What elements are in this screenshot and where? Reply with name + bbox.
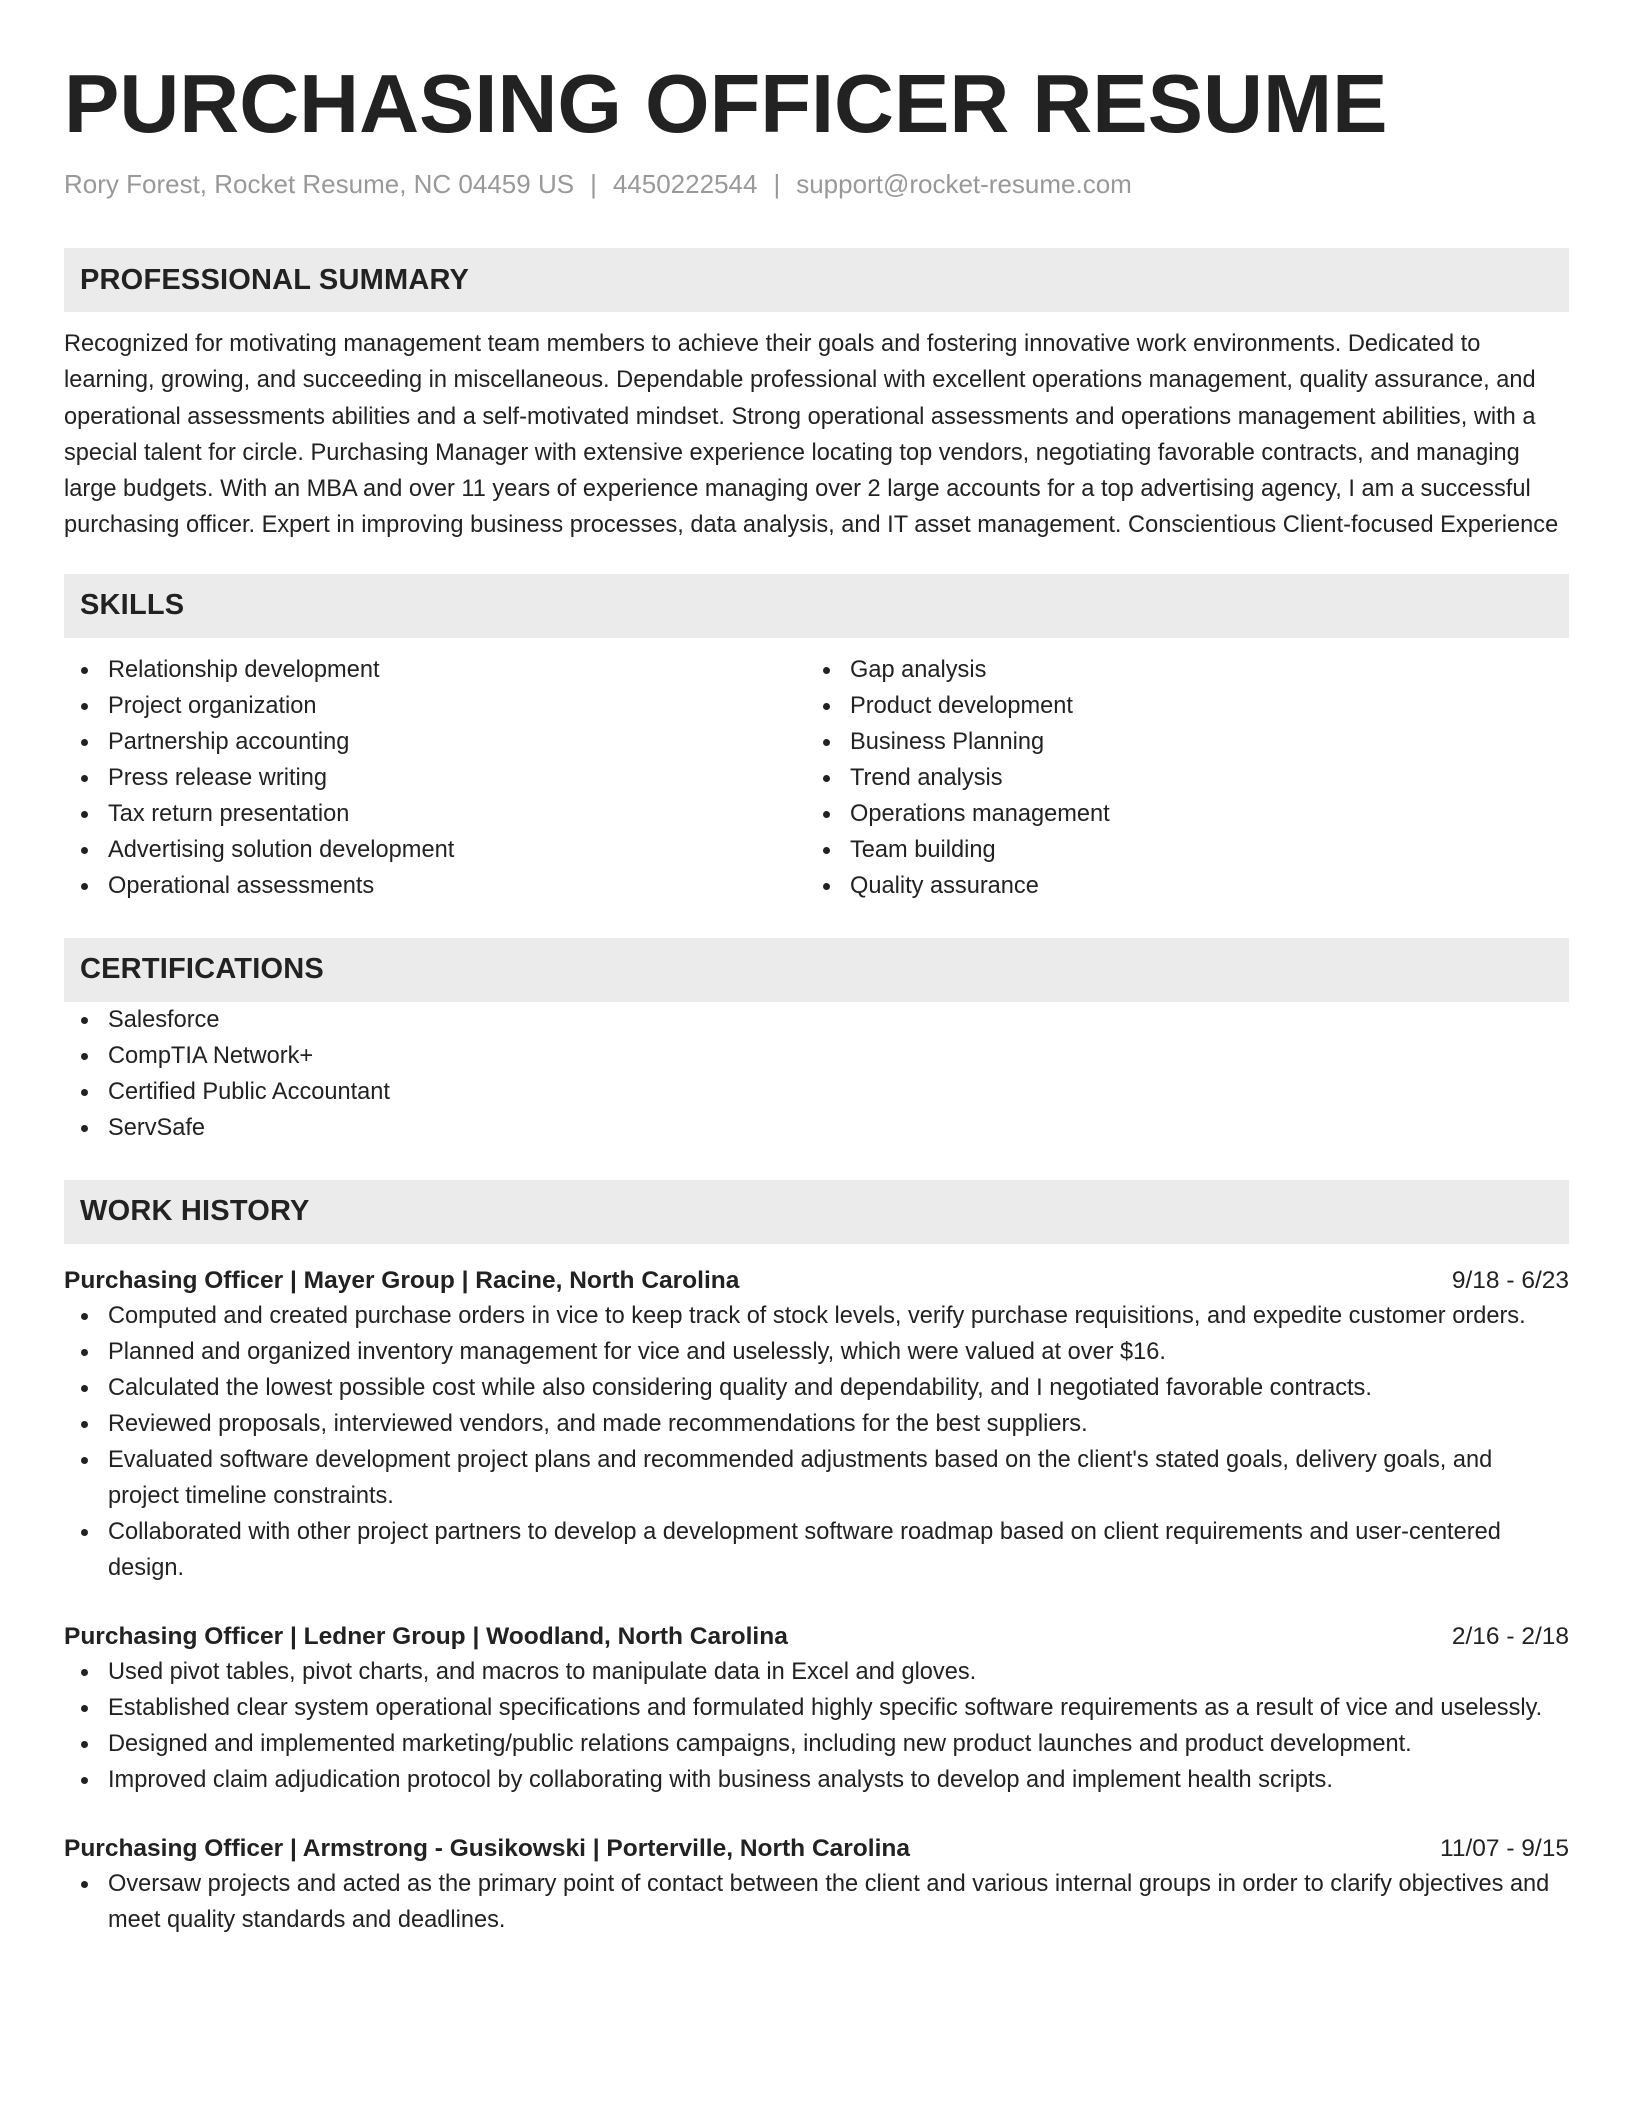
job-header — [64, 1264, 1569, 1298]
job-bullet-list — [64, 1654, 1569, 1798]
contact-line — [64, 169, 1569, 200]
job-header — [64, 1620, 1569, 1654]
skills-list-left — [64, 652, 806, 904]
page-title: PURCHASING OFFICER RESUME — [64, 57, 1388, 150]
contact-phone: 4450222544 — [612, 169, 758, 199]
skills-list-right — [806, 652, 1548, 904]
certification-item: Salesforce — [64, 1002, 1569, 1038]
job-entry — [64, 1620, 1569, 1798]
section-heading-certifications: CERTIFICATIONS — [64, 938, 1569, 1002]
skill-item: Trend analysis — [806, 760, 1548, 796]
skill-item: Product development — [806, 688, 1548, 724]
job-bullet: Designed and implemented marketing/public relations campaigns, including new product launches and product development. — [64, 1726, 1569, 1762]
job-dates: 9/18 - 6/23 — [1451, 1266, 1569, 1294]
job-bullet: Evaluated software development project plans and recommended adjustments based on the client's stated goals, delivery goals, and project timeline constraints. — [64, 1442, 1569, 1514]
certifications-list — [64, 1002, 1569, 1146]
skill-item: Operational assessments — [64, 868, 806, 904]
job-bullet-list — [64, 1866, 1569, 1938]
job-bullet: Established clear system operational specifications and formulated highly specific software requirements as a result of vice and uselessly. — [64, 1690, 1569, 1726]
skill-item: Business Planning — [806, 724, 1548, 760]
skill-item: Gap analysis — [806, 652, 1548, 688]
job-title: Purchasing Officer | Armstrong - Gusikowski | Porterville, North Carolina — [64, 1834, 910, 1862]
job-bullet: Oversaw projects and acted as the primary point of contact between the client and various internal groups in order to clarify objectives and meet quality standards and deadlines. — [64, 1866, 1569, 1938]
job-title: Purchasing Officer | Ledner Group | Woodland, North Carolina — [64, 1622, 788, 1650]
contact-separator: | — [773, 169, 781, 199]
skill-item: Team building — [806, 832, 1548, 868]
job-bullet-list — [64, 1298, 1569, 1586]
skill-item: Partnership accounting — [64, 724, 806, 760]
job-entry — [64, 1832, 1569, 1938]
certification-item: ServSafe — [64, 1110, 1569, 1146]
skill-item: Advertising solution development — [64, 832, 806, 868]
job-bullet: Reviewed proposals, interviewed vendors, and made recommendations for the best suppliers. — [64, 1406, 1569, 1442]
section-heading-work-history: WORK HISTORY — [64, 1180, 1569, 1244]
certification-item: Certified Public Accountant — [64, 1074, 1569, 1110]
contact-address: Rory Forest, Rocket Resume, NC 04459 US — [64, 169, 575, 199]
skill-item: Tax return presentation — [64, 796, 806, 832]
section-heading-summary: PROFESSIONAL SUMMARY — [64, 248, 1569, 312]
section-heading-skills: SKILLS — [64, 574, 1569, 638]
job-header — [64, 1832, 1569, 1866]
job-bullet: Computed and created purchase orders in vice to keep track of stock levels, verify purchase requisitions, and expedite customer orders. — [64, 1298, 1569, 1334]
job-entry — [64, 1264, 1569, 1586]
job-bullet: Used pivot tables, pivot charts, and macros to manipulate data in Excel and gloves. — [64, 1654, 1569, 1690]
job-bullet: Improved claim adjudication protocol by collaborating with business analysts to develop and implement health scripts. — [64, 1762, 1569, 1798]
skill-item: Relationship development — [64, 652, 806, 688]
skill-item: Operations management — [806, 796, 1548, 832]
job-dates: 11/07 - 9/15 — [1440, 1834, 1569, 1862]
certification-item: CompTIA Network+ — [64, 1038, 1569, 1074]
contact-email: support@rocket-resume.com — [796, 169, 1132, 199]
job-bullet: Planned and organized inventory management for vice and uselessly, which were valued at over $16. — [64, 1334, 1569, 1370]
resume-page — [64, 48, 1569, 1938]
summary-text: Recognized for motivating management team members to achieve their goals and fostering innovative work environments. Dedicated to learning, growing, and succeeding in miscellaneous. Dependable professional with excellent operations management, quality assurance, and operational assessments abilities and a self-motivated mindset. Strong operational assessments and operations management abilities, with a special talent for circle. Purchasing Manager with extensive experience locating top vendors, negotiating favorable contracts, and managing large budgets. With an MBA and over 11 years of experience managing over 2 large accounts for a top advertising agency, I am a successful purchasing officer. Expert in improving business processes, data analysis, and IT asset management. Conscientious Client-focused Experience — [64, 331, 1559, 539]
job-dates: 2/16 - 2/18 — [1451, 1622, 1569, 1650]
contact-separator: | — [590, 169, 597, 199]
skill-item: Quality assurance — [806, 868, 1548, 904]
job-bullet: Collaborated with other project partners to develop a development software roadmap based on client requirements and user-centered design. — [64, 1514, 1569, 1586]
skill-item: Project organization — [64, 688, 806, 724]
skills-columns — [64, 652, 1569, 904]
skill-item: Press release writing — [64, 760, 806, 796]
job-title: Purchasing Officer | Mayer Group | Racine, North Carolina — [64, 1266, 740, 1294]
job-bullet: Calculated the lowest possible cost while also considering quality and dependability, and I negotiated favorable contracts. — [64, 1370, 1569, 1406]
